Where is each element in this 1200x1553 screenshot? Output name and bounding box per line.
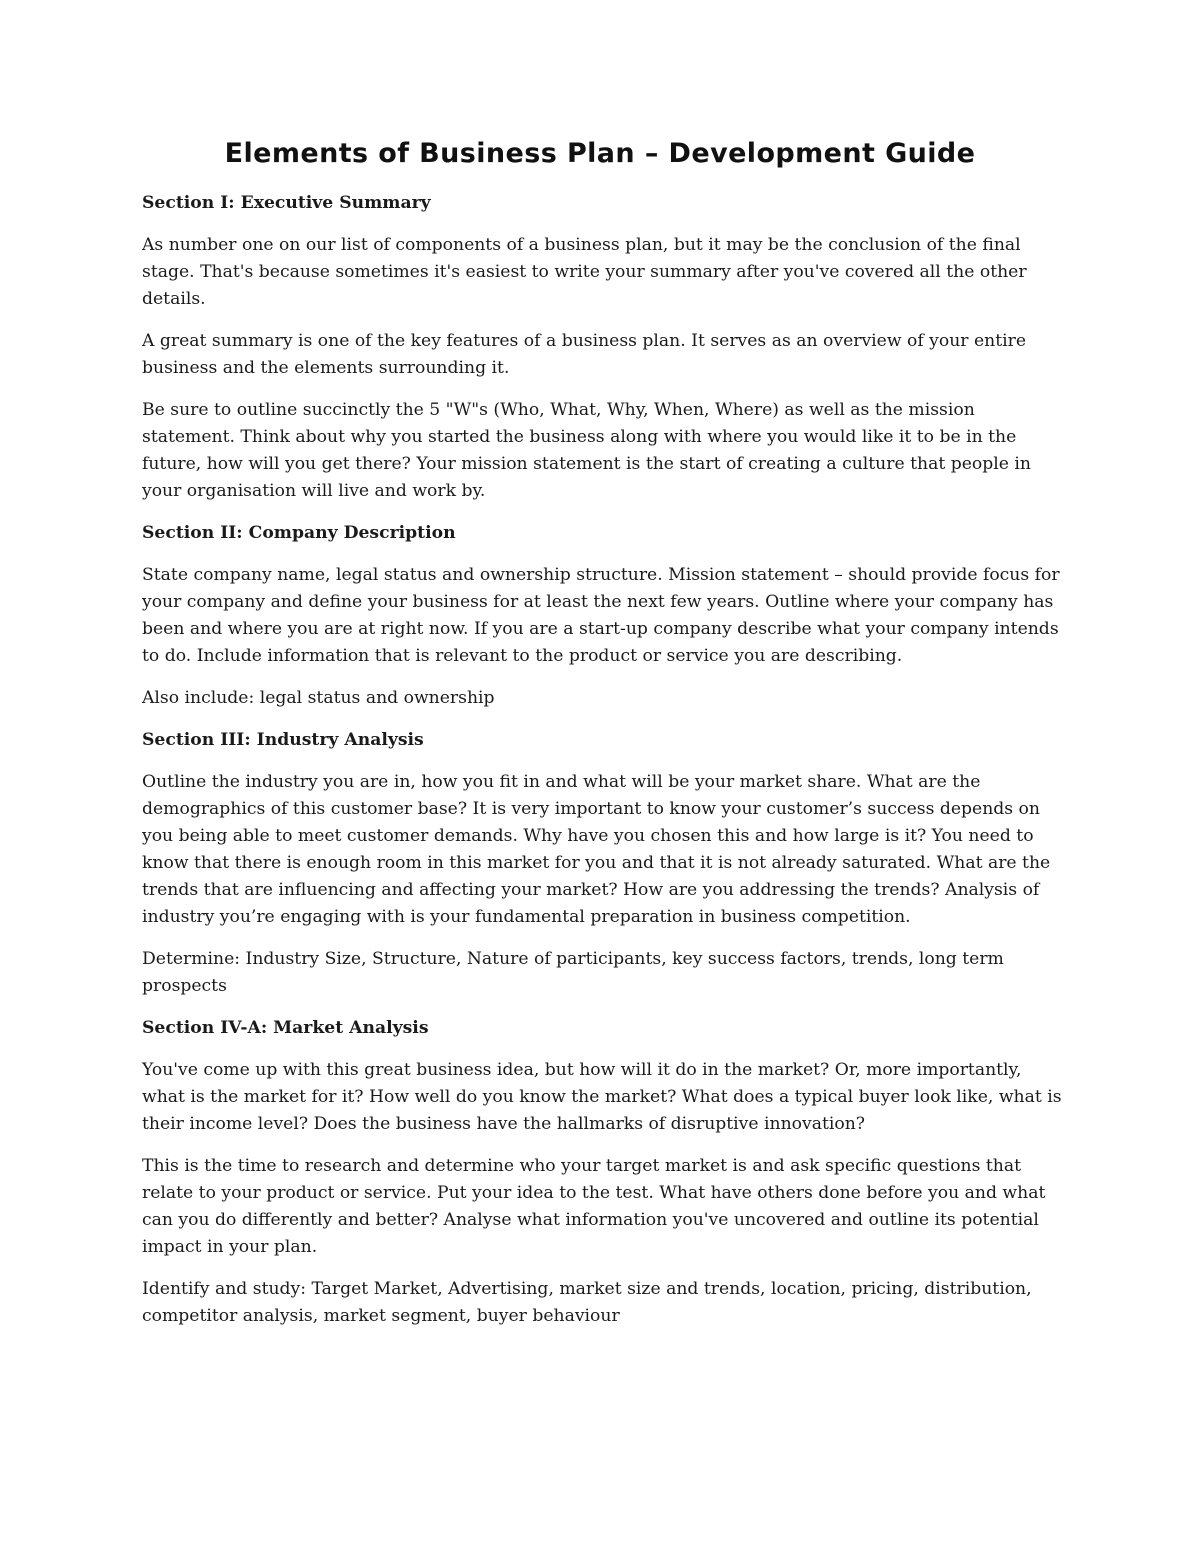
paragraph: Be sure to outline succinctly the 5 "W"s (Who, What, Why, When, Where) as well as the mission statement. Think about why you started the business along with where you would like it to be in the future, how will you get there? Your mission statement is the start of creating a culture that people in your organisation will live and work by. [142, 400, 1031, 501]
paragraph: Determine: Industry Size, Structure, Nature of participants, key success factors, trends, long term prospects [142, 949, 1004, 996]
section-industry-analysis [142, 727, 1062, 1000]
document-body [142, 190, 1062, 1345]
paragraph: This is the time to research and determine who your target market is and ask specific questions that relate to your product or service. Put your idea to the test. What have others done before you and what can you do differently and better? Analyse what information you've uncovered and outline its potential impact in your plan. [142, 1156, 1046, 1257]
section-heading: Section II: Company Description [142, 523, 456, 543]
paragraph: State company name, legal status and ownership structure. Mission statement – should provide focus for your company and define your business for at least the next few years. Outline where your company has been and where you are at right now. If you are a start-up company describe what your company intends to do. Include information that is relevant to the product or service you are describing. [142, 565, 1060, 666]
section-market-analysis [142, 1015, 1062, 1330]
paragraph: As number one on our list of components of a business plan, but it may be the conclusion of the final stage. That's because sometimes it's easiest to write your summary after you've covered all the other details. [142, 235, 1027, 309]
paragraph: A great summary is one of the key features of a business plan. It serves as an overview of your entire business and the elements surrounding it. [142, 331, 1027, 378]
section-executive-summary [142, 190, 1062, 505]
section-company-description [142, 520, 1062, 712]
paragraph: Also include: legal status and ownership [142, 688, 495, 708]
paragraph: You've come up with this great business idea, but how will it do in the market? Or, more importantly, what is the market for it? How well do you know the market? What does a typical buyer look like, what is their income level? Does the business have the hallmarks of disruptive innovation? [142, 1060, 1062, 1134]
paragraph: Outline the industry you are in, how you fit in and what will be your market share. What are the demographics of this customer base? It is very important to know your customer’s success depends on you being able to meet customer demands. Why have you chosen this and how large is it? You need to know that there is enough room in this market for you and that it is not already saturated. What are the trends that are influencing and affecting your market? How are you addressing the trends? Analysis of industry you’re engaging with is your fundamental preparation in business competition. [142, 772, 1051, 927]
section-heading: Section III: Industry Analysis [142, 730, 424, 750]
document-title: Elements of Business Plan – Development Guide [224, 138, 976, 169]
section-heading: Section I: Executive Summary [142, 193, 431, 213]
paragraph: Identify and study: Target Market, Advertising, market size and trends, location, pricing, distribution, competitor analysis, market segment, buyer behaviour [142, 1279, 1032, 1326]
section-heading: Section IV-A: Market Analysis [142, 1018, 429, 1038]
